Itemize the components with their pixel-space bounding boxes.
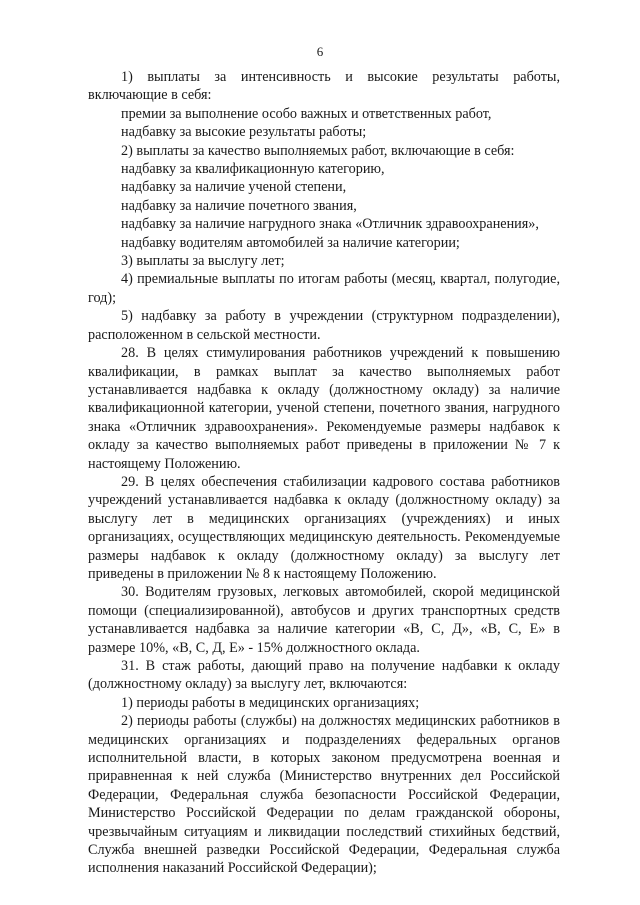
paragraph-13: 28. В целях стимулирования работников учреждений к повышению квалификации, в рамках выплат за качество выполняемых работ устанавливается надбавка к окладу (должностному окладу) за наличие квалификационной категории, ученой степени, почетного звания, нагрудного знака «Отличник здравоохранения». Рекомендуемые размеры надбавок к окладу за качество выполняемых работ приведены в приложении № 7 к настоящему Положению. — [88, 345, 560, 472]
paragraph-15: 30. Водителям грузовых, легковых автомобилей, скорой медицинской помощи (специализированной), автобусов и других транспортных средств устанавливается надбавка за наличие категории «В, С, Д», «В, С, Е» в размере 10%, «В, С, Д, Е» - 15% должностного оклада. — [88, 584, 560, 656]
paragraph-12: 5) надбавку за работу в учреждении (структурном подразделении), расположенном в сельской местности. — [88, 308, 560, 343]
paragraph-8: надбавку за наличие нагрудного знака «Отличник здравоохранения», — [121, 216, 539, 233]
page-number: 6 — [316, 44, 324, 59]
paragraph-7: надбавку за наличие почетного звания, — [121, 197, 357, 214]
paragraph-10: 3) выплаты за выслугу лет; — [121, 253, 285, 270]
paragraph-5: надбавку за квалификационную категорию, — [121, 161, 385, 178]
paragraph-14: 29. В целях обеспечения стабилизации кадрового состава работников учреждений устанавливается надбавка к окладу (должностному окладу) за выслугу лет в медицинских организациях (учреждениях) и иных организациях, осуществляющих медицинскую деятельность. Рекомендуемые размеры надбавок к окладу (должностному окладу) за выслугу лет приведены в приложении № 8 к настоящему Положению. — [88, 473, 560, 582]
paragraph-11: 4) премиальные выплаты по итогам работы (месяц, квартал, полугодие, год); — [88, 271, 560, 306]
paragraph-18: 2) периоды работы (службы) на должностях медицинских работников в медицинских организациях и подразделениях федеральных органов исполнительной власти, в которых законом предусмотрена военная и приравненная к ней служба (Министерство внутренних дел Российской Федерации, Федеральная служба безопасности Российской Федерации, Министерство Российской Федерации по делам гражданской обороны, чрезвычайным ситуациям и ликвидации последствий стихийных бедствий, Служба внешней разведки Российской Федерации, Федеральная служба исполнения наказаний Российской Федерации); — [88, 713, 560, 877]
paragraph-16: 31. В стаж работы, дающий право на получение надбавки к окладу (должностному окладу) за выслугу лет, включаются: — [88, 658, 560, 693]
paragraph-6: надбавку за наличие ученой степени, — [121, 179, 347, 196]
paragraph-9: надбавку водителям автомобилей за наличие категории; — [121, 234, 460, 251]
paragraph-17: 1) периоды работы в медицинских организациях; — [121, 694, 420, 711]
document-body — [88, 68, 560, 878]
paragraph-1: 1) выплаты за интенсивность и высокие результаты работы, включающие в себя: — [88, 69, 560, 104]
paragraph-2: премии за выполнение особо важных и ответственных работ, — [121, 105, 492, 122]
paragraph-4: 2) выплаты за качество выполняемых работ, включающие в себя: — [121, 142, 515, 159]
paragraph-3: надбавку за высокие результаты работы; — [121, 124, 367, 141]
